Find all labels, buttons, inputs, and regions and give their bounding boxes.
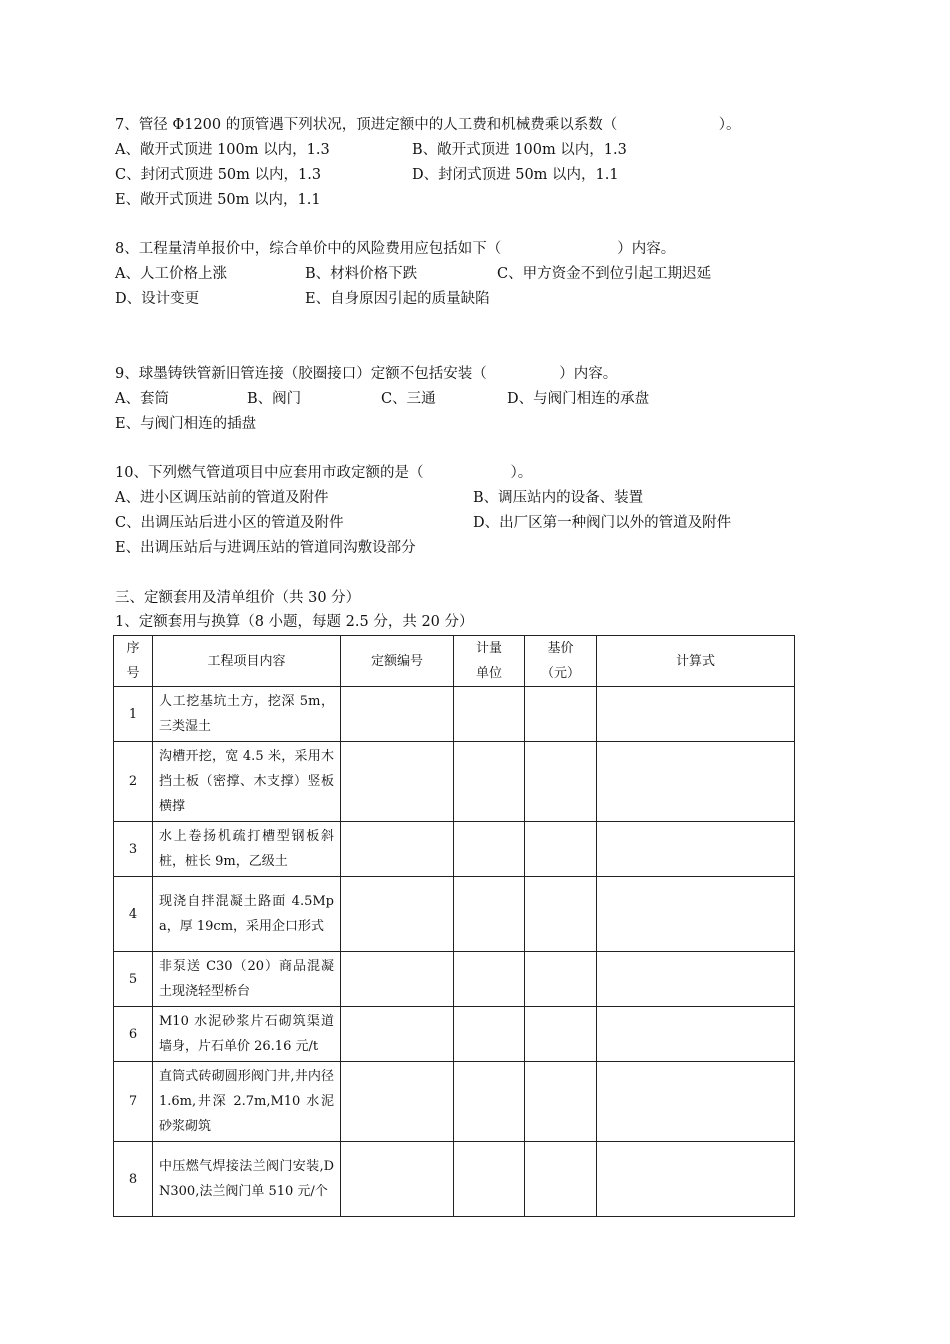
header-item: 工程项目内容 [153, 636, 341, 687]
question-10-option-e: E、出调压站后与进调压站的管道同沟敷设部分 [115, 540, 416, 556]
question-7-option-d: D、封闭式顶进 50m 以内，1.1 [412, 167, 619, 183]
header-code: 定额编号 [341, 636, 454, 687]
header-unit: 计量单位 [454, 636, 525, 687]
section-3-subtitle: 1、定额套用与换算（8 小题，每题 2.5 分，共 20 分） [115, 614, 474, 630]
cell-price[interactable] [525, 1007, 597, 1062]
quota-table [113, 635, 795, 1217]
question-7-option-a: A、敞开式顶进 100m 以内，1.3 [115, 142, 330, 158]
row-seq: 5 [114, 952, 153, 1007]
cell-code[interactable] [341, 1142, 454, 1217]
row-seq: 4 [114, 877, 153, 952]
table-header-row [114, 636, 795, 687]
cell-price[interactable] [525, 822, 597, 877]
question-7-option-c: C、封闭式顶进 50m 以内，1.3 [115, 167, 322, 183]
cell-formula[interactable] [597, 952, 795, 1007]
table-row [114, 1142, 795, 1217]
table-row [114, 742, 795, 822]
cell-code[interactable] [341, 877, 454, 952]
question-8-option-c: C、甲方资金不到位引起工期迟延 [497, 266, 712, 282]
cell-formula[interactable] [597, 822, 795, 877]
cell-formula[interactable] [597, 1007, 795, 1062]
cell-unit[interactable] [454, 822, 525, 877]
row-item: 沟槽开挖，宽 4.5 米，采用木挡土板（密撑、木支撑）竖板横撑 [153, 742, 341, 822]
cell-price[interactable] [525, 952, 597, 1007]
row-seq: 7 [114, 1062, 153, 1142]
table-row [114, 1062, 795, 1142]
table-row [114, 877, 795, 952]
cell-unit[interactable] [454, 877, 525, 952]
question-10-option-c: C、出调压站后进小区的管道及附件 [115, 515, 344, 531]
row-item: 中压燃气焊接法兰阀门安装,DN300,法兰阀门单 510 元/个 [153, 1142, 341, 1217]
table-row [114, 687, 795, 742]
cell-formula[interactable] [597, 877, 795, 952]
question-9-option-a: A、套筒 [115, 391, 169, 407]
cell-unit[interactable] [454, 1062, 525, 1142]
table-row [114, 822, 795, 877]
header-price: 基价（元） [525, 636, 597, 687]
table-row [114, 952, 795, 1007]
question-8-option-a: A、人工价格上涨 [115, 266, 227, 282]
row-item: 直筒式砖砌圆形阀门井,井内径 1.6m,井深 2.7m,M10 水泥砂浆砌筑 [153, 1062, 341, 1142]
question-8-option-e: E、自身原因引起的质量缺陷 [305, 291, 490, 307]
header-formula: 计算式 [597, 636, 795, 687]
cell-unit[interactable] [454, 1007, 525, 1062]
question-10-option-d: D、出厂区第一种阀门以外的管道及附件 [473, 515, 732, 531]
header-seq: 序号 [114, 636, 153, 687]
question-10-option-a: A、进小区调压站前的管道及附件 [115, 490, 329, 506]
question-9-option-e: E、与阀门相连的插盘 [115, 416, 257, 432]
cell-unit[interactable] [454, 952, 525, 1007]
question-8-option-d: D、设计变更 [115, 291, 200, 307]
cell-code[interactable] [341, 742, 454, 822]
cell-unit[interactable] [454, 1142, 525, 1217]
row-item: 非泵送 C30（20）商品混凝土现浇轻型桥台 [153, 952, 341, 1007]
question-9-stem: 9、球墨铸铁管新旧管连接（胶圈接口）定额不包括安装（ ）内容。 [115, 366, 618, 382]
cell-unit[interactable] [454, 687, 525, 742]
cell-code[interactable] [341, 687, 454, 742]
cell-unit[interactable] [454, 742, 525, 822]
cell-code[interactable] [341, 1062, 454, 1142]
row-item: 现浇自拌混凝土路面 4.5Mpa，厚 19cm，采用企口形式 [153, 877, 341, 952]
question-10-option-b: B、调压站内的设备、装置 [473, 490, 644, 506]
cell-formula[interactable] [597, 742, 795, 822]
cell-price[interactable] [525, 1142, 597, 1217]
cell-code[interactable] [341, 822, 454, 877]
question-10-stem: 10、下列燃气管道项目中应套用市政定额的是（ ）。 [115, 465, 533, 481]
row-seq: 8 [114, 1142, 153, 1217]
row-seq: 2 [114, 742, 153, 822]
cell-price[interactable] [525, 742, 597, 822]
section-3-title: 三、定额套用及清单组价（共 30 分） [115, 590, 361, 606]
question-8-stem: 8、工程量清单报价中，综合单价中的风险费用应包括如下（ ）内容。 [115, 241, 676, 257]
cell-formula[interactable] [597, 1142, 795, 1217]
cell-formula[interactable] [597, 687, 795, 742]
cell-formula[interactable] [597, 1062, 795, 1142]
row-seq: 3 [114, 822, 153, 877]
row-seq: 6 [114, 1007, 153, 1062]
question-7-stem: 7、管径 Φ1200 的顶管遇下列状况，顶进定额中的人工费和机械费乘以系数（ ）。 [115, 117, 741, 133]
cell-code[interactable] [341, 1007, 454, 1062]
question-7-option-b: B、敞开式顶进 100m 以内，1.3 [412, 142, 627, 158]
cell-price[interactable] [525, 1062, 597, 1142]
question-9-option-d: D、与阀门相连的承盘 [507, 391, 650, 407]
row-item: 水上卷扬机疏打槽型钢板斜桩，桩长 9m，乙级土 [153, 822, 341, 877]
cell-code[interactable] [341, 952, 454, 1007]
row-item: M10 水泥砂浆片石砌筑渠道墙身，片石单价 26.16 元/t [153, 1007, 341, 1062]
cell-price[interactable] [525, 687, 597, 742]
table-row [114, 1007, 795, 1062]
question-7-option-e: E、敞开式顶进 50m 以内，1.1 [115, 192, 321, 208]
row-seq: 1 [114, 687, 153, 742]
cell-price[interactable] [525, 877, 597, 952]
question-9-option-b: B、阀门 [247, 391, 302, 407]
row-item: 人工挖基坑土方，挖深 5m，三类湿土 [153, 687, 341, 742]
question-9-option-c: C、三通 [381, 391, 436, 407]
question-8-option-b: B、材料价格下跌 [305, 266, 418, 282]
